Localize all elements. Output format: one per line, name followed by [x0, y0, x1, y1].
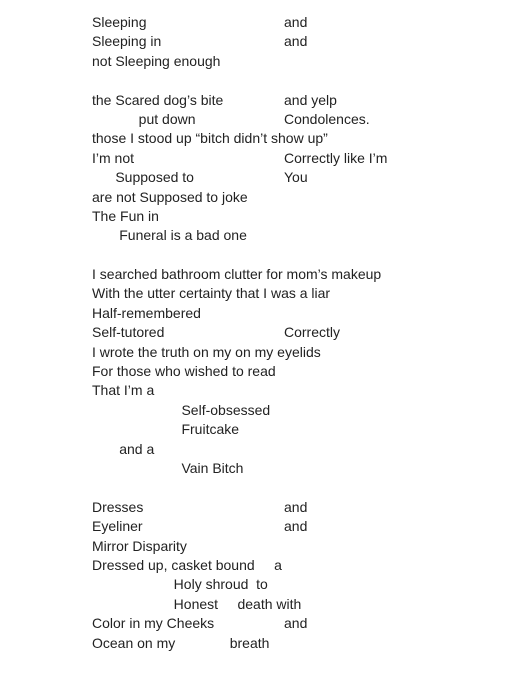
- poem-line-text: Sleeping: [92, 14, 147, 30]
- poem-text: [0, 13, 528, 653]
- poem-line: [0, 52, 528, 71]
- poem-line-text: For those who wished to read: [92, 363, 276, 380]
- poem-line-right-text: and yelp: [284, 91, 337, 108]
- poem-line-right-text: Correctly like I’m: [284, 149, 388, 166]
- poem-line: [0, 634, 528, 653]
- poem-line: [0, 381, 528, 400]
- poem-line: [0, 595, 528, 614]
- poem-line-right-text: and: [284, 14, 308, 30]
- poem-line-text: Color in my Cheeks: [92, 615, 215, 632]
- poem-line: [0, 440, 528, 459]
- poem-line: [0, 575, 528, 594]
- poem-line: [0, 207, 528, 226]
- poem-line-text: and a: [92, 440, 155, 457]
- poem-line-text: not Sleeping enough: [92, 52, 221, 69]
- poem-line-text: I searched bathroom clutter for mom’s makeup: [92, 266, 382, 283]
- poem-line-text: are not Supposed to joke: [92, 188, 248, 205]
- poem-line: [0, 13, 528, 32]
- poem-line-right-text: Condolences.: [284, 110, 370, 127]
- poem-line: [0, 129, 528, 148]
- poem-line-right-text: Correctly: [284, 324, 341, 341]
- poem-line-right-text: and: [284, 518, 308, 535]
- poem-line: [0, 459, 528, 478]
- poem-line-text: Holy shroud to: [92, 576, 268, 593]
- poem-line: [0, 362, 528, 381]
- poem-line-text: put down: [92, 110, 196, 127]
- poem-line-right-text: and: [284, 33, 308, 50]
- poem-line: [0, 110, 528, 129]
- poem-line: [0, 246, 528, 265]
- poem-line-text: Vain Bitch: [92, 459, 244, 476]
- poem-line: [0, 537, 528, 556]
- poem-line: [0, 517, 528, 536]
- poem-line-text: Self-tutored: [92, 324, 165, 341]
- poem-line: [0, 32, 528, 51]
- poem-line-text: I wrote the truth on my on my eyelids: [92, 343, 321, 360]
- poem-line-text: Half-remembered: [92, 304, 201, 321]
- poem-line: [0, 478, 528, 497]
- poem-line: [0, 188, 528, 207]
- poem-line: [0, 420, 528, 439]
- poem-line: [0, 304, 528, 323]
- poem-line-text: Self-obsessed: [92, 401, 271, 418]
- poem-line-text: That I’m a: [92, 382, 155, 399]
- poem-line-text: Mirror Disparity: [92, 537, 187, 554]
- poem-line-text: those I stood up “bitch didn’t show up”: [92, 130, 328, 147]
- poem-line-text: The Fun in: [92, 207, 159, 224]
- poem-line-text: Dresses: [92, 498, 144, 515]
- poem-line: [0, 498, 528, 517]
- poem-line-text: Eyeliner: [92, 518, 143, 535]
- poem-line-text: Supposed to: [92, 169, 194, 186]
- poem-line: [0, 265, 528, 284]
- poem-line: [0, 284, 528, 303]
- poem-line-text: With the utter certainty that I was a liar: [92, 285, 331, 302]
- poem-line-right-text: You: [284, 169, 308, 186]
- poem-line: [0, 149, 528, 168]
- poem-line-text: the Scared dog’s bite: [92, 91, 224, 108]
- poem-line-text: Dressed up, casket bound a: [92, 556, 282, 573]
- poem-line: [0, 614, 528, 633]
- poem-line: [0, 556, 528, 575]
- poem-line: [0, 91, 528, 110]
- poem-line: [0, 226, 528, 245]
- poem-line-text: Honest death with: [92, 595, 302, 612]
- poem-line-text: Sleeping in: [92, 33, 162, 50]
- poem-line-text: Funeral is a bad one: [92, 227, 247, 244]
- poem-line-text: I’m not: [92, 149, 135, 166]
- poem-line-right-text: and: [284, 615, 308, 632]
- poem-line: [0, 323, 528, 342]
- poem-line: [0, 168, 528, 187]
- poem-line: [0, 71, 528, 90]
- poem-line: [0, 401, 528, 420]
- poem-line-right-text: and: [284, 498, 308, 515]
- poem-line-text: Ocean on my breath: [92, 634, 270, 651]
- poem-line: [0, 343, 528, 362]
- poem-line-text: Fruitcake: [92, 421, 240, 438]
